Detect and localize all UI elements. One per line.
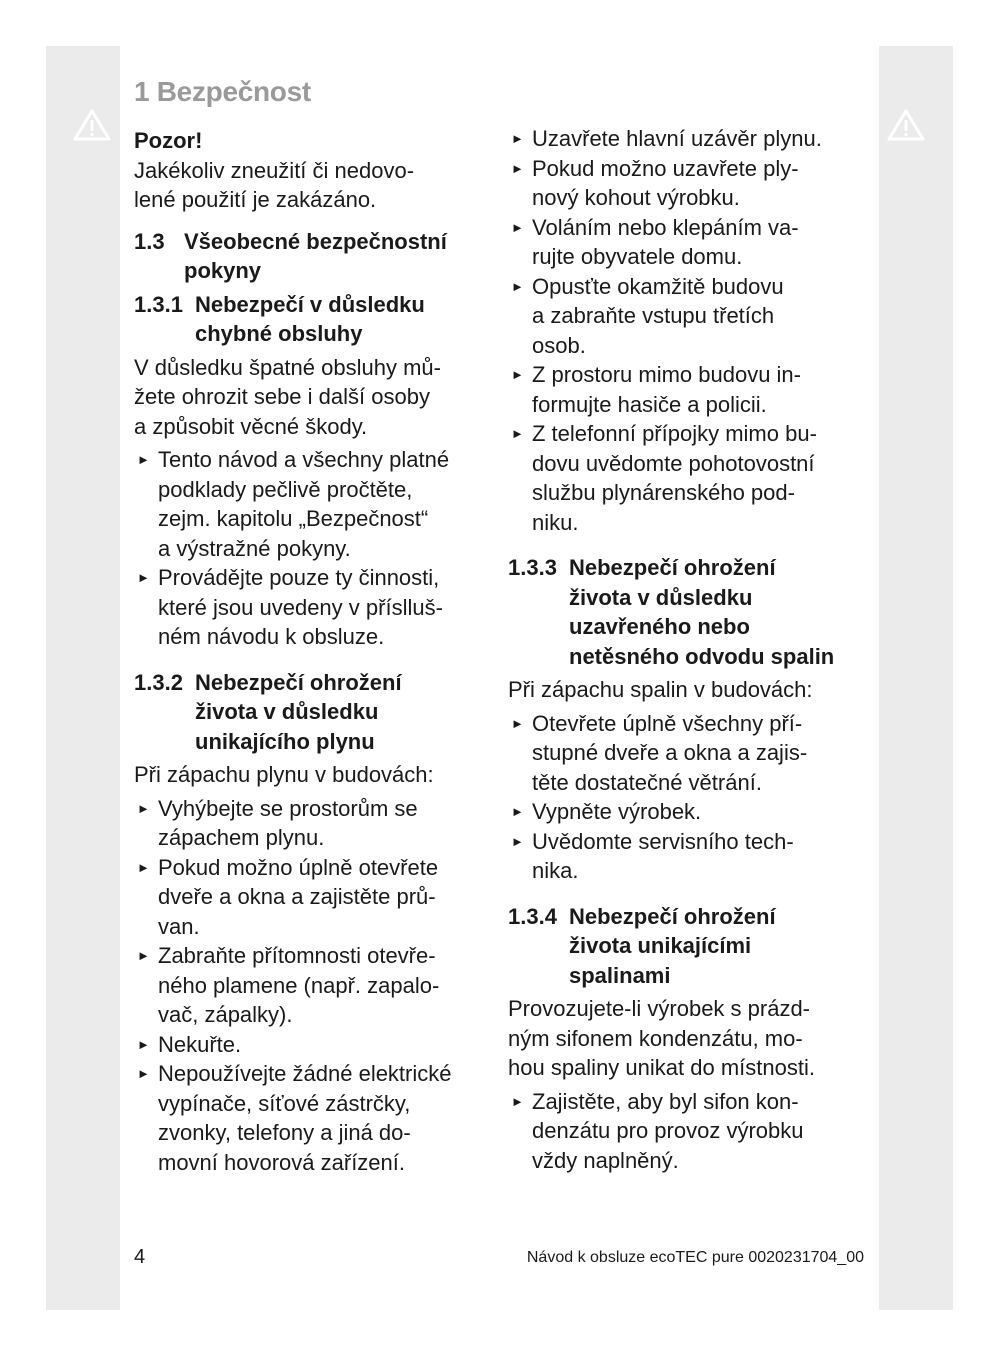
bullet-list — [508, 709, 864, 886]
triangle-bullet-icon: ► — [511, 278, 524, 294]
intro-paragraph: Při zápachu plynu v budovách: — [134, 762, 434, 787]
list-item: ► Pokud možno úplně otevřete dveře a okna a zajistěte prů- van. — [134, 853, 494, 942]
list-item: ► Z prostoru mimo budovu in- formujte hasiče a policii. — [508, 360, 864, 419]
left-margin-strip — [46, 46, 120, 1310]
list-item: ► Zabraňte přítomnosti otevře- ného plamene (např. zapalo- vač, zápalky). — [134, 941, 494, 1030]
warning-triangle-icon — [72, 108, 112, 142]
intro-paragraph: Při zápachu spalin v budovách: — [508, 677, 813, 702]
triangle-bullet-icon: ► — [511, 131, 524, 146]
triangle-bullet-icon: ► — [511, 160, 524, 176]
notice-text: Jakékoliv zneužití či nedovo- lené použití je zakázáno. — [134, 157, 415, 212]
list-item: ► Nepoužívejte žádné elektrické vypínače, síťové zástrčky, zvonky, telefony a jiná do- movní hovorová zařízení. — [134, 1059, 494, 1177]
list-item: ► Voláním nebo klepáním va- rujte obyvatele domu. — [508, 213, 864, 272]
heading-1-3-4: 1.3.4 Nebezpečí ohrožení života unikajícími spalinami — [508, 903, 776, 988]
triangle-bullet-icon: ► — [511, 367, 524, 382]
intro-paragraph: V důsledku špatné obsluhy mů- žete ohrozit sebe i další osoby a způsobit věcné škody. — [134, 354, 441, 439]
list-item: ► Tento návod a všechny platné podklady pečlivě pročtěte, zejm. kapitolu „Bezpečnost“ a výstražné pokyny. — [134, 445, 494, 563]
triangle-bullet-icon: ► — [137, 859, 150, 875]
section-title: 1 Bezpečnost — [134, 76, 311, 107]
page-number: 4 — [134, 1246, 146, 1268]
triangle-bullet-icon: ► — [511, 426, 524, 441]
bullet-list — [508, 1087, 864, 1176]
document-label: Návod k obsluze ecoTEC pure 0020231704_00 — [526, 1249, 864, 1266]
triangle-bullet-icon: ► — [511, 219, 524, 235]
list-item: ► Vyhýbejte se prostorům se zápachem plynu. — [134, 794, 494, 853]
bullet-list — [134, 794, 494, 1178]
triangle-bullet-icon: ► — [137, 948, 150, 963]
right-margin-strip — [879, 46, 953, 1310]
triangle-bullet-icon: ► — [511, 1093, 524, 1109]
triangle-bullet-icon: ► — [137, 1036, 150, 1052]
list-item: ► Z telefonní přípojky mimo bu- dovu uvědomte pohotovostní službu plynárenského pod- niku. — [508, 419, 864, 537]
list-item: ► Uvědomte servisního tech- nika. — [508, 827, 864, 886]
heading-1-3-1: 1.3.1 Nebezpečí v důsledku chybné obsluhy — [134, 291, 425, 346]
list-item: ► Zajistěte, aby byl sifon kon- denzátu pro provoz výrobku vždy naplněný. — [508, 1087, 864, 1176]
list-item: ► Pokud možno uzavřete ply- nový kohout výrobku. — [508, 154, 864, 213]
warning-triangle-icon — [886, 108, 926, 142]
list-item: ► Opusťte okamžitě budovu a zabraňte vstupu třetích osob. — [508, 272, 864, 361]
triangle-bullet-icon: ► — [137, 800, 150, 816]
bullet-list — [508, 124, 864, 537]
right-column — [508, 124, 864, 1175]
heading-1-3-3: 1.3.3 Nebezpečí ohrožení života v důsledku uzavřeného nebo netěsného odvodu spalin — [508, 555, 835, 669]
triangle-bullet-icon: ► — [511, 804, 524, 819]
list-item: ► Otevřete úplně všechny pří- stupné dveře a okna a zajis- těte dostatečné větrání. — [508, 709, 864, 798]
left-column — [134, 124, 494, 1177]
heading-1-3: 1.3 Všeobecné bezpečnostní pokyny — [134, 228, 447, 283]
triangle-bullet-icon: ► — [137, 570, 150, 585]
list-item: ► Uzavřete hlavní uzávěr plynu. — [508, 124, 864, 154]
triangle-bullet-icon: ► — [137, 1066, 150, 1081]
triangle-bullet-icon: ► — [511, 833, 524, 849]
notice-title: Pozor! — [134, 128, 203, 153]
list-item: ► Provádějte pouze ty činnosti, které jsou uvedeny v příslluš- ném návodu k obsluze. — [134, 563, 494, 652]
triangle-bullet-icon: ► — [137, 452, 150, 467]
triangle-bullet-icon: ► — [511, 715, 524, 731]
bullet-list — [134, 445, 494, 652]
heading-1-3-2: 1.3.2 Nebezpečí ohrožení života v důsledku unikajícího plynu — [134, 669, 402, 754]
list-item: ► Vypněte výrobek. — [508, 797, 864, 827]
intro-paragraph: Provozujete-li výrobek s prázd- ným sifonem kondenzátu, mo- hou spaliny unikat do místnosti. — [508, 996, 815, 1080]
list-item: ► Nekuřte. — [134, 1030, 494, 1060]
